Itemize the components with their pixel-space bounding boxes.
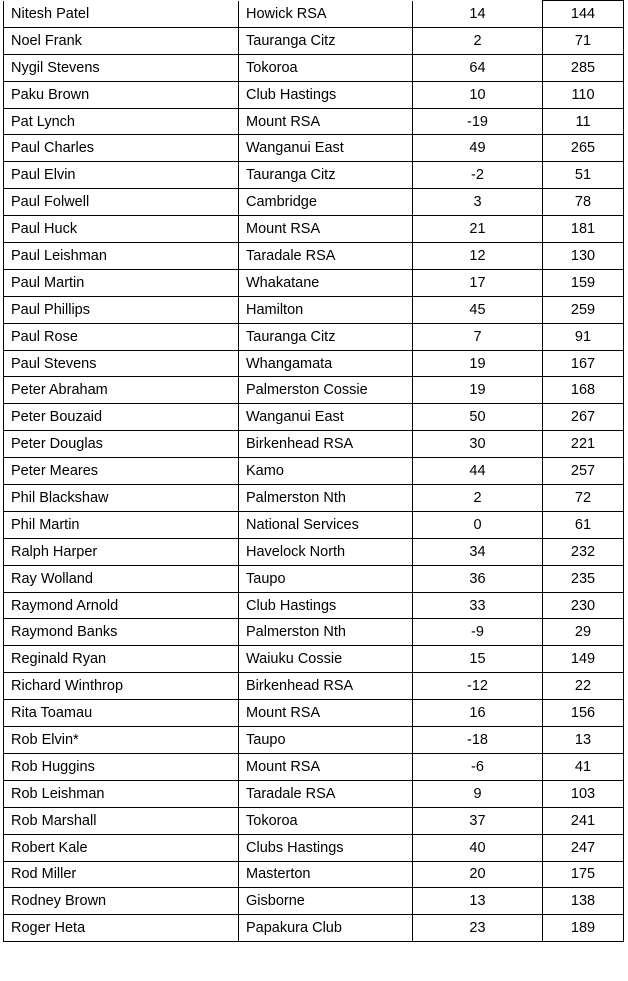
player-name-cell: Paul Leishman: [4, 243, 239, 270]
points-cell: 91: [543, 323, 624, 350]
difference-cell: 10: [413, 81, 543, 108]
player-name-cell: Peter Abraham: [4, 377, 239, 404]
difference-cell: 36: [413, 565, 543, 592]
points-cell: 247: [543, 834, 624, 861]
club-cell: Tauranga Citz: [239, 27, 413, 54]
difference-cell: 0: [413, 511, 543, 538]
player-name-cell: Ray Wolland: [4, 565, 239, 592]
club-cell: Birkenhead RSA: [239, 431, 413, 458]
table-row: [4, 1, 624, 28]
table-row: [4, 807, 624, 834]
player-name-cell: Paul Charles: [4, 135, 239, 162]
points-cell: 13: [543, 727, 624, 754]
table-row: [4, 377, 624, 404]
club-cell: Gisborne: [239, 888, 413, 915]
table-row: [4, 458, 624, 485]
table-row: [4, 646, 624, 673]
points-cell: 167: [543, 350, 624, 377]
player-name-cell: Paul Phillips: [4, 296, 239, 323]
player-name-cell: Rodney Brown: [4, 888, 239, 915]
points-cell: 71: [543, 27, 624, 54]
difference-cell: 40: [413, 834, 543, 861]
club-cell: Wanganui East: [239, 135, 413, 162]
points-cell: 61: [543, 511, 624, 538]
points-cell: 175: [543, 861, 624, 888]
club-cell: Masterton: [239, 861, 413, 888]
club-cell: Mount RSA: [239, 216, 413, 243]
difference-cell: 12: [413, 243, 543, 270]
points-cell: 29: [543, 619, 624, 646]
player-name-cell: Rod Miller: [4, 861, 239, 888]
difference-cell: -6: [413, 753, 543, 780]
difference-cell: 33: [413, 592, 543, 619]
player-name-cell: Phil Blackshaw: [4, 485, 239, 512]
points-cell: 221: [543, 431, 624, 458]
club-cell: Taradale RSA: [239, 780, 413, 807]
difference-cell: 17: [413, 269, 543, 296]
points-cell: 189: [543, 915, 624, 942]
player-name-cell: Paul Martin: [4, 269, 239, 296]
club-cell: Palmerston Nth: [239, 619, 413, 646]
player-name-cell: Rob Huggins: [4, 753, 239, 780]
table-row: [4, 753, 624, 780]
difference-cell: 9: [413, 780, 543, 807]
difference-cell: 64: [413, 54, 543, 81]
club-cell: Taradale RSA: [239, 243, 413, 270]
player-name-cell: Richard Winthrop: [4, 673, 239, 700]
difference-cell: 34: [413, 538, 543, 565]
points-cell: 259: [543, 296, 624, 323]
table-row: [4, 727, 624, 754]
club-cell: Taupo: [239, 727, 413, 754]
player-name-cell: Rita Toamau: [4, 700, 239, 727]
table-row: [4, 861, 624, 888]
player-name-cell: Peter Douglas: [4, 431, 239, 458]
club-cell: Wanganui East: [239, 404, 413, 431]
table-row: [4, 54, 624, 81]
points-cell: 130: [543, 243, 624, 270]
difference-cell: 20: [413, 861, 543, 888]
player-name-cell: Peter Bouzaid: [4, 404, 239, 431]
difference-cell: 23: [413, 915, 543, 942]
points-cell: 241: [543, 807, 624, 834]
player-name-cell: Peter Meares: [4, 458, 239, 485]
club-cell: Tauranga Citz: [239, 162, 413, 189]
table-row: [4, 323, 624, 350]
club-cell: Kamo: [239, 458, 413, 485]
club-cell: Club Hastings: [239, 592, 413, 619]
club-cell: Mount RSA: [239, 700, 413, 727]
points-cell: 235: [543, 565, 624, 592]
table-row: [4, 135, 624, 162]
table-row: [4, 431, 624, 458]
difference-cell: 44: [413, 458, 543, 485]
points-cell: 267: [543, 404, 624, 431]
points-cell: 149: [543, 646, 624, 673]
points-cell: 138: [543, 888, 624, 915]
table-row: [4, 834, 624, 861]
table-row: [4, 162, 624, 189]
points-cell: 257: [543, 458, 624, 485]
difference-cell: 21: [413, 216, 543, 243]
club-cell: Hamilton: [239, 296, 413, 323]
player-name-cell: Nygil Stevens: [4, 54, 239, 81]
points-cell: 230: [543, 592, 624, 619]
difference-cell: 45: [413, 296, 543, 323]
table-row: [4, 350, 624, 377]
table-row: [4, 673, 624, 700]
player-name-cell: Rob Elvin*: [4, 727, 239, 754]
table-row: [4, 915, 624, 942]
difference-cell: -2: [413, 162, 543, 189]
difference-cell: 3: [413, 189, 543, 216]
table-row: [4, 27, 624, 54]
club-cell: Whakatane: [239, 269, 413, 296]
table-row: [4, 81, 624, 108]
points-cell: 144: [543, 1, 624, 28]
player-name-cell: Paul Huck: [4, 216, 239, 243]
table-row: [4, 243, 624, 270]
difference-cell: 30: [413, 431, 543, 458]
club-cell: Mount RSA: [239, 753, 413, 780]
table-row: [4, 511, 624, 538]
difference-cell: 2: [413, 27, 543, 54]
player-name-cell: Rob Marshall: [4, 807, 239, 834]
player-name-cell: Paul Stevens: [4, 350, 239, 377]
player-name-cell: Pat Lynch: [4, 108, 239, 135]
points-cell: 103: [543, 780, 624, 807]
table-row: [4, 538, 624, 565]
difference-cell: -12: [413, 673, 543, 700]
table-row: [4, 216, 624, 243]
club-cell: Birkenhead RSA: [239, 673, 413, 700]
points-cell: 232: [543, 538, 624, 565]
points-cell: 51: [543, 162, 624, 189]
points-cell: 11: [543, 108, 624, 135]
player-name-cell: Paku Brown: [4, 81, 239, 108]
results-table-body: [4, 1, 624, 942]
club-cell: Havelock North: [239, 538, 413, 565]
player-name-cell: Raymond Arnold: [4, 592, 239, 619]
points-cell: 22: [543, 673, 624, 700]
difference-cell: -18: [413, 727, 543, 754]
club-cell: Waiuku Cossie: [239, 646, 413, 673]
player-name-cell: Robert Kale: [4, 834, 239, 861]
club-cell: Tokoroa: [239, 54, 413, 81]
club-cell: Mount RSA: [239, 108, 413, 135]
table-row: [4, 619, 624, 646]
club-cell: Palmerston Nth: [239, 485, 413, 512]
club-cell: Palmerston Cossie: [239, 377, 413, 404]
table-row: [4, 404, 624, 431]
club-cell: Papakura Club: [239, 915, 413, 942]
points-cell: 78: [543, 189, 624, 216]
table-row: [4, 565, 624, 592]
club-cell: Taupo: [239, 565, 413, 592]
club-cell: Tokoroa: [239, 807, 413, 834]
club-cell: Howick RSA: [239, 1, 413, 28]
points-cell: 41: [543, 753, 624, 780]
points-cell: 156: [543, 700, 624, 727]
points-cell: 181: [543, 216, 624, 243]
player-name-cell: Raymond Banks: [4, 619, 239, 646]
player-name-cell: Reginald Ryan: [4, 646, 239, 673]
points-cell: 159: [543, 269, 624, 296]
points-cell: 285: [543, 54, 624, 81]
difference-cell: -9: [413, 619, 543, 646]
player-name-cell: Paul Folwell: [4, 189, 239, 216]
player-name-cell: Ralph Harper: [4, 538, 239, 565]
player-name-cell: Noel Frank: [4, 27, 239, 54]
points-cell: 265: [543, 135, 624, 162]
table-row: [4, 700, 624, 727]
player-name-cell: Roger Heta: [4, 915, 239, 942]
table-row: [4, 296, 624, 323]
difference-cell: 37: [413, 807, 543, 834]
points-cell: 168: [543, 377, 624, 404]
player-name-cell: Rob Leishman: [4, 780, 239, 807]
results-table: [3, 0, 624, 942]
table-row: [4, 888, 624, 915]
difference-cell: 16: [413, 700, 543, 727]
table-row: [4, 780, 624, 807]
table-row: [4, 485, 624, 512]
player-name-cell: Paul Elvin: [4, 162, 239, 189]
table-row: [4, 592, 624, 619]
difference-cell: 15: [413, 646, 543, 673]
club-cell: Clubs Hastings: [239, 834, 413, 861]
player-name-cell: Nitesh Patel: [4, 1, 239, 28]
difference-cell: 50: [413, 404, 543, 431]
player-name-cell: Paul Rose: [4, 323, 239, 350]
difference-cell: 19: [413, 350, 543, 377]
points-cell: 110: [543, 81, 624, 108]
club-cell: Whangamata: [239, 350, 413, 377]
difference-cell: 14: [413, 1, 543, 28]
difference-cell: -19: [413, 108, 543, 135]
difference-cell: 19: [413, 377, 543, 404]
difference-cell: 7: [413, 323, 543, 350]
difference-cell: 49: [413, 135, 543, 162]
points-cell: 72: [543, 485, 624, 512]
difference-cell: 2: [413, 485, 543, 512]
table-row: [4, 189, 624, 216]
table-row: [4, 269, 624, 296]
player-name-cell: Phil Martin: [4, 511, 239, 538]
club-cell: Cambridge: [239, 189, 413, 216]
club-cell: Club Hastings: [239, 81, 413, 108]
difference-cell: 13: [413, 888, 543, 915]
table-row: [4, 108, 624, 135]
club-cell: Tauranga Citz: [239, 323, 413, 350]
club-cell: National Services: [239, 511, 413, 538]
